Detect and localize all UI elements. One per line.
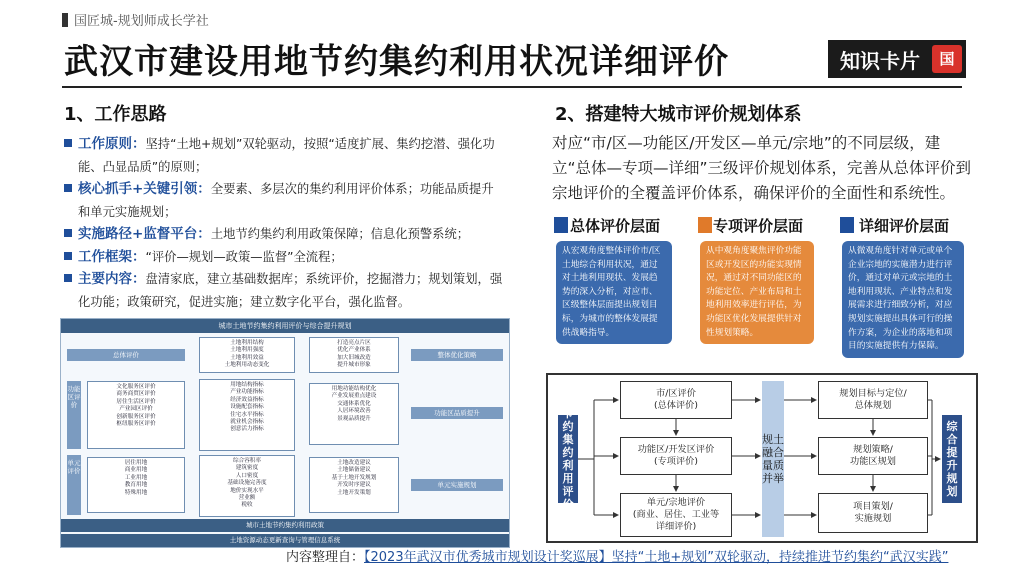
func-actions-box — [309, 383, 399, 445]
plan-box-project: 项目策划/ 实施规划 — [818, 493, 928, 533]
source-link[interactable]: 【2023年武汉市优秀城市规划设计奖巡展】坚持“土地+规划”双轮驱动，持续推进节约集约“武汉实践” — [364, 550, 949, 565]
diagram-footer-policy: 城市土地节约集约利用政策 — [61, 519, 509, 532]
func-items-box — [87, 381, 185, 449]
list-item — [64, 223, 504, 246]
integration-bar: 规土融合 量质并举 — [762, 381, 784, 537]
func-item: 创新服务区评价 — [116, 413, 156, 420]
func-action: 交通体系优化 — [337, 400, 371, 407]
unit-actions-box — [309, 457, 399, 513]
evaluation-framework-diagram — [60, 318, 510, 548]
unit-indicator: 综合容积率 — [233, 458, 261, 464]
eval-side-bar: 节约集约利用评价 — [558, 415, 578, 503]
unit-item: 特殊用地 — [124, 489, 148, 496]
overall-action: 打造亮点片区 — [337, 340, 371, 346]
list-item — [64, 246, 504, 269]
flow-arrows — [548, 375, 980, 545]
unit-indicator: 营业额 — [238, 495, 256, 502]
bullet-text: “评价—规划—政策—监督”全流程； — [145, 249, 343, 264]
result-unit: 单元实施规划 — [411, 479, 503, 491]
plan-side-bar: 综合提升规划 — [942, 415, 962, 503]
func-indicator: 经济效益指标 — [230, 396, 264, 403]
square-bullet-icon — [64, 184, 72, 192]
bullet-text: 土地节约集约利用政策保障；信息化预警系统； — [210, 227, 470, 241]
list-item — [64, 133, 504, 178]
evaluation-planning-flow — [546, 373, 978, 543]
list-item — [64, 178, 504, 223]
diagram-footer-system: 土地资源动态更新查询与管理信息系统 — [61, 534, 509, 547]
badge-label: 知识卡片 — [840, 48, 920, 73]
bullet-key: 工作框架： — [78, 248, 146, 265]
func-item: 居住生活区评价 — [116, 398, 156, 405]
func-indicators-box — [199, 379, 295, 451]
square-bullet-icon — [64, 274, 72, 282]
unit-item: 工业用地 — [124, 474, 148, 481]
func-indicator: 用地结构指标 — [230, 382, 264, 388]
square-bullet-icon — [64, 139, 72, 147]
bullet-key: 主要内容： — [78, 271, 146, 287]
card-body: 从微观角度针对单元或单个企业宗地的实施潜力进行评价，通过对单元或宗地的土地利用现状、产业特点和发展需求进行细致分析，对应规划实施提出具体可行的操作方案，为企业的落地和项目的实施提供有力保障。 — [842, 241, 964, 358]
bullet-text: 坚持“土地+规划”双轮驱动，按照“适度扩展、集约挖潜、强化功能、凸显品质”的原则； — [78, 137, 495, 174]
unit-action: 开发时序建议 — [337, 482, 371, 489]
logo-icon: 国 — [932, 45, 962, 73]
square-bullet-icon — [64, 229, 72, 237]
result-overall: 整体优化策略 — [411, 349, 503, 361]
unit-item: 居住用地 — [124, 460, 148, 466]
overall-action: 提升城市形象 — [337, 362, 371, 369]
overall-item: 土地利用结构 — [230, 340, 264, 346]
unit-item: 商业用地 — [124, 467, 148, 474]
bullet-key: 核心抓手+关键引领： — [78, 181, 211, 197]
func-action: 用地功能结构优化 — [331, 386, 377, 392]
func-action: 景观品质提升 — [337, 415, 371, 422]
section-title-system: 2、搭建特大城市评价规划体系 — [555, 104, 802, 125]
func-indicator: 住宅水平指标 — [230, 411, 264, 418]
unit-action: 土地改造建议 — [337, 460, 371, 466]
func-indicator: 产业功能指标 — [230, 389, 264, 396]
page-title: 武汉市建设用地节约集约利用状况详细评价 — [64, 42, 729, 82]
card-detail-level — [832, 205, 976, 365]
unit-action: 土地开发策划 — [337, 489, 371, 496]
card-title: 详细评价层面 — [858, 217, 949, 235]
unit-action: 基于土地开发规划 — [331, 474, 377, 481]
card-special-level — [690, 205, 826, 365]
result-func: 功能区品质提升 — [411, 407, 503, 419]
func-indicator: 设施配套指标 — [230, 404, 264, 411]
card-overall-level — [546, 205, 684, 365]
bullet-key: 实施路径+监督平台： — [78, 226, 211, 242]
unit-indicator: 税收 — [241, 502, 253, 509]
plan-box-overall: 规划目标与定位/ 总体规划 — [818, 381, 928, 419]
func-action: 人居环境改善 — [337, 408, 371, 415]
unit-indicator: 基础设施完善度 — [227, 480, 267, 487]
eval-box-functional: 功能区/开发区评价 (专项评价) — [620, 437, 732, 475]
source-footer — [286, 546, 948, 565]
overall-action: 优化产业体系 — [337, 347, 371, 354]
square-bullet-icon — [64, 252, 72, 260]
card-title: 专项评价层面 — [712, 217, 803, 235]
func-item: 产业园区评价 — [119, 406, 153, 413]
brand-text: 国匠城-规划师成长学社 — [74, 14, 209, 29]
section-title-work-approach: 1、工作思路 — [64, 104, 167, 125]
brand-marker — [62, 13, 68, 27]
func-eval-label: 功能区评价 — [67, 381, 81, 449]
overall-item: 土地利用动态变化 — [224, 362, 270, 369]
list-item — [64, 268, 504, 313]
unit-indicator: 建筑密度 — [235, 465, 259, 472]
card-title: 总体评价层面 — [569, 217, 660, 235]
overall-item: 土地利用效益 — [230, 354, 264, 361]
func-item: 枢纽服务区评价 — [116, 421, 156, 428]
unit-action: 土地储备建议 — [337, 467, 371, 474]
system-paragraph: 对应“市/区—功能区/开发区—单元/宗地”的不同层级，建立“总体—专项—详细”三级评价规划体系，完善从总体评价到宗地评价的全覆盖评价体系，确保评价的全面性和系统性。 — [552, 134, 972, 202]
unit-item: 教育用地 — [124, 482, 148, 489]
eval-box-city: 市/区评价 (总体评价) — [620, 381, 732, 419]
bullet-text: 全要素、多层次的集约利用评价体系；功能品质提升和单元实施规划； — [78, 182, 494, 219]
func-action: 产业发展重点建设 — [331, 393, 377, 400]
work-approach-list — [64, 133, 504, 313]
brand-label — [62, 10, 209, 29]
diagram-header: 城市土地节约集约利用评价与综合提升规划 — [61, 319, 509, 333]
unit-items-box — [87, 457, 185, 513]
bullet-key: 工作原则： — [78, 136, 146, 152]
source-prefix: 内容整理自： — [286, 550, 365, 565]
unit-indicators-box — [199, 455, 295, 517]
overall-action: 加大旧城改造 — [337, 354, 371, 361]
unit-indicator: 人口密度 — [235, 472, 259, 479]
func-item: 商务商贸区评价 — [116, 391, 156, 398]
card-body: 从宏观角度整体评价市/区土地综合利用状况，通过对土地利用现状、发展趋势的深入分析，对应市、区级整体层面提出规划目标，为城市的整体发展提供战略指导。 — [556, 241, 672, 344]
overall-actions-box — [309, 337, 399, 373]
plan-box-functional: 规划策略/ 功能区规划 — [818, 437, 928, 475]
bullet-text: 盘清家底，建立基础数据库；系统评价，挖掘潜力；规划策划，强化功能；政策研究，促进实施；建立数字化平台，强化监督。 — [78, 272, 503, 309]
overall-eval-label: 总体评价 — [67, 349, 185, 361]
eval-box-unit: 单元/宗地评价 (商业、居住、工业等 详细评价) — [620, 493, 732, 537]
overall-item: 土地利用强度 — [230, 347, 264, 354]
overall-items-box — [199, 337, 295, 373]
func-item: 文化服务区评价 — [116, 384, 156, 390]
unit-indicator: 地价实现水平 — [230, 487, 264, 494]
card-body: 从中观角度聚焦评价功能区或开发区的功能实现情况，通过对不同功能区的功能定位、产业布局和土地利用效率进行评估，为功能区优化发展提供针对性规划策略。 — [700, 241, 814, 344]
unit-eval-label: 单元评价 — [67, 455, 81, 515]
func-indicator: 就业机会指标 — [230, 419, 264, 426]
knowledge-card-badge — [828, 40, 966, 78]
func-indicator: 创意活力指标 — [230, 426, 264, 433]
title-divider — [62, 86, 962, 88]
